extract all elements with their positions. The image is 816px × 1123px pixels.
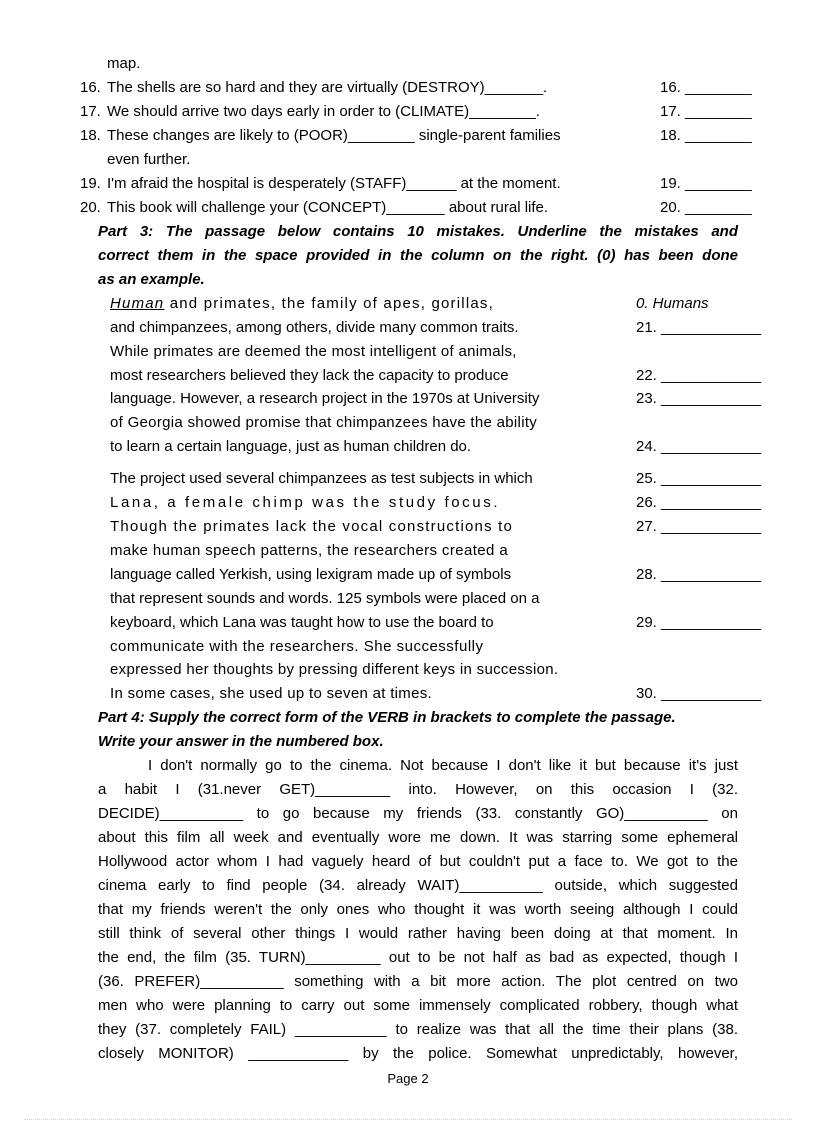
part4-passage-line: the end, the film (35. TURN)_________ out to be not half as bad as expected, though I <box>98 949 738 966</box>
item-number: 17. <box>80 103 101 120</box>
passage-line: that represent sounds and words. 125 symbols were placed on a <box>110 590 540 607</box>
part4-passage-line: cinema early to find people (34. already WAIT)__________ outside, which suggested <box>98 877 738 894</box>
answer-blank: 23. ____________ <box>636 390 762 407</box>
page-divider <box>24 1119 792 1120</box>
answer-blank: 16. ________ <box>660 79 752 96</box>
answer-blank: 28. ____________ <box>636 566 762 583</box>
part3-heading-line: as an example. <box>98 271 205 288</box>
part4-passage-line: (36. PREFER)__________ something with a bit more action. The plot centred on two <box>98 973 738 990</box>
example-answer: 0. Humans <box>636 295 709 312</box>
passage-line: Lana, a female chimp was the study focus. <box>110 494 501 511</box>
item-text: These changes are likely to (POOR)________ single-parent families <box>107 127 561 144</box>
item-text: We should arrive two days early in order to (CLIMATE)________. <box>107 103 540 120</box>
answer-blank: 17. ________ <box>660 103 752 120</box>
item-text: The shells are so hard and they are virtually (DESTROY)_______. <box>107 79 548 96</box>
passage-line-example <box>110 295 494 313</box>
passage-line: most researchers believed they lack the capacity to produce <box>110 367 509 384</box>
item-number: 18. <box>80 127 101 144</box>
example-rest: and primates, the family of apes, gorillas, <box>164 295 494 312</box>
part4-passage-line: that my friends weren't the only ones who thought it was worth seeing although I could <box>98 901 738 918</box>
part3-heading-line: correct them in the space provided in the column on the right. (0) has been done <box>98 247 738 264</box>
answer-blank: 20. ________ <box>660 199 752 216</box>
answer-blank: 27. ____________ <box>636 518 762 535</box>
answer-blank: 30. ____________ <box>636 685 762 702</box>
answer-blank: 19. ________ <box>660 175 752 192</box>
answer-blank: 18. ________ <box>660 127 752 144</box>
part4-passage-line: about this film all week and eventually wore me down. It was starring some ephemeral <box>98 829 738 846</box>
example-mistake: Human <box>110 295 165 312</box>
part4-heading-line: Write your answer in the numbered box. <box>98 733 384 750</box>
answer-blank: 26. ____________ <box>636 494 762 511</box>
part4-passage-line: Hollywood actor whom I had vaguely heard of but couldn't put a face to. We got to the <box>98 853 738 870</box>
page-number: Page 2 <box>387 1071 429 1086</box>
passage-line: Though the primates lack the vocal constructions to <box>110 518 514 535</box>
passage-line: keyboard, which Lana was taught how to use the board to <box>110 614 494 631</box>
answer-blank: 29. ____________ <box>636 614 762 631</box>
passage-line: In some cases, she used up to seven at times. <box>110 685 432 702</box>
passage-line: communicate with the researchers. She successfully <box>110 638 484 655</box>
item-text: even further. <box>107 151 191 168</box>
passage-line: to learn a certain language, just as human children do. <box>110 438 472 455</box>
passage-line: language called Yerkish, using lexigram made up of symbols <box>110 566 512 583</box>
item-number: 19. <box>80 175 101 192</box>
passage-line: The project used several chimpanzees as test subjects in which <box>110 470 533 487</box>
passage-line: make human speech patterns, the researchers created a <box>110 542 509 559</box>
part4-passage-line: men who were planning to carry out some immensely complicated robbery, though what <box>98 997 738 1014</box>
answer-blank: 22. ____________ <box>636 367 762 384</box>
part4-passage-line: closely MONITOR) ____________ by the police. Somewhat unpredictably, however, <box>98 1045 738 1062</box>
part4-passage-line: DECIDE)__________ to go because my friends (33. constantly GO)__________ on <box>98 805 738 822</box>
answer-blank: 25. ____________ <box>636 470 762 487</box>
part4-passage-line: they (37. completely FAIL) ___________ to realize was that all the time their plans (38. <box>98 1021 738 1038</box>
passage-line: While primates are deemed the most intelligent of animals, <box>110 343 517 360</box>
item-text: I'm afraid the hospital is desperately (STAFF)______ at the moment. <box>107 175 561 192</box>
item-number: 20. <box>80 199 101 216</box>
part4-heading-line: Part 4: Supply the correct form of the VERB in brackets to complete the passage. <box>98 709 676 726</box>
part4-passage-line: a habit I (31.never GET)_________ into. However, on this occasion I (32. <box>98 781 738 798</box>
passage-line: expressed her thoughts by pressing different keys in succession. <box>110 661 559 678</box>
passage-line: of Georgia showed promise that chimpanzees have the ability <box>110 414 538 431</box>
item-number: 16. <box>80 79 101 96</box>
part4-passage-line: I don't normally go to the cinema. Not because I don't like it but because it's just <box>148 757 738 774</box>
answer-blank: 24. ____________ <box>636 438 762 455</box>
passage-line: and chimpanzees, among others, divide many common traits. <box>110 319 519 336</box>
part3-heading-line: Part 3: The passage below contains 10 mistakes. Underline the mistakes and <box>98 223 738 240</box>
continuation-text: map. <box>107 55 141 72</box>
item-text: This book will challenge your (CONCEPT)_______ about rural life. <box>107 199 549 216</box>
part4-passage-line: still think of several other things I would rather having been doing at that moment. In <box>98 925 738 942</box>
answer-blank: 21. ____________ <box>636 319 762 336</box>
passage-line: language. However, a research project in the 1970s at University <box>110 390 540 407</box>
